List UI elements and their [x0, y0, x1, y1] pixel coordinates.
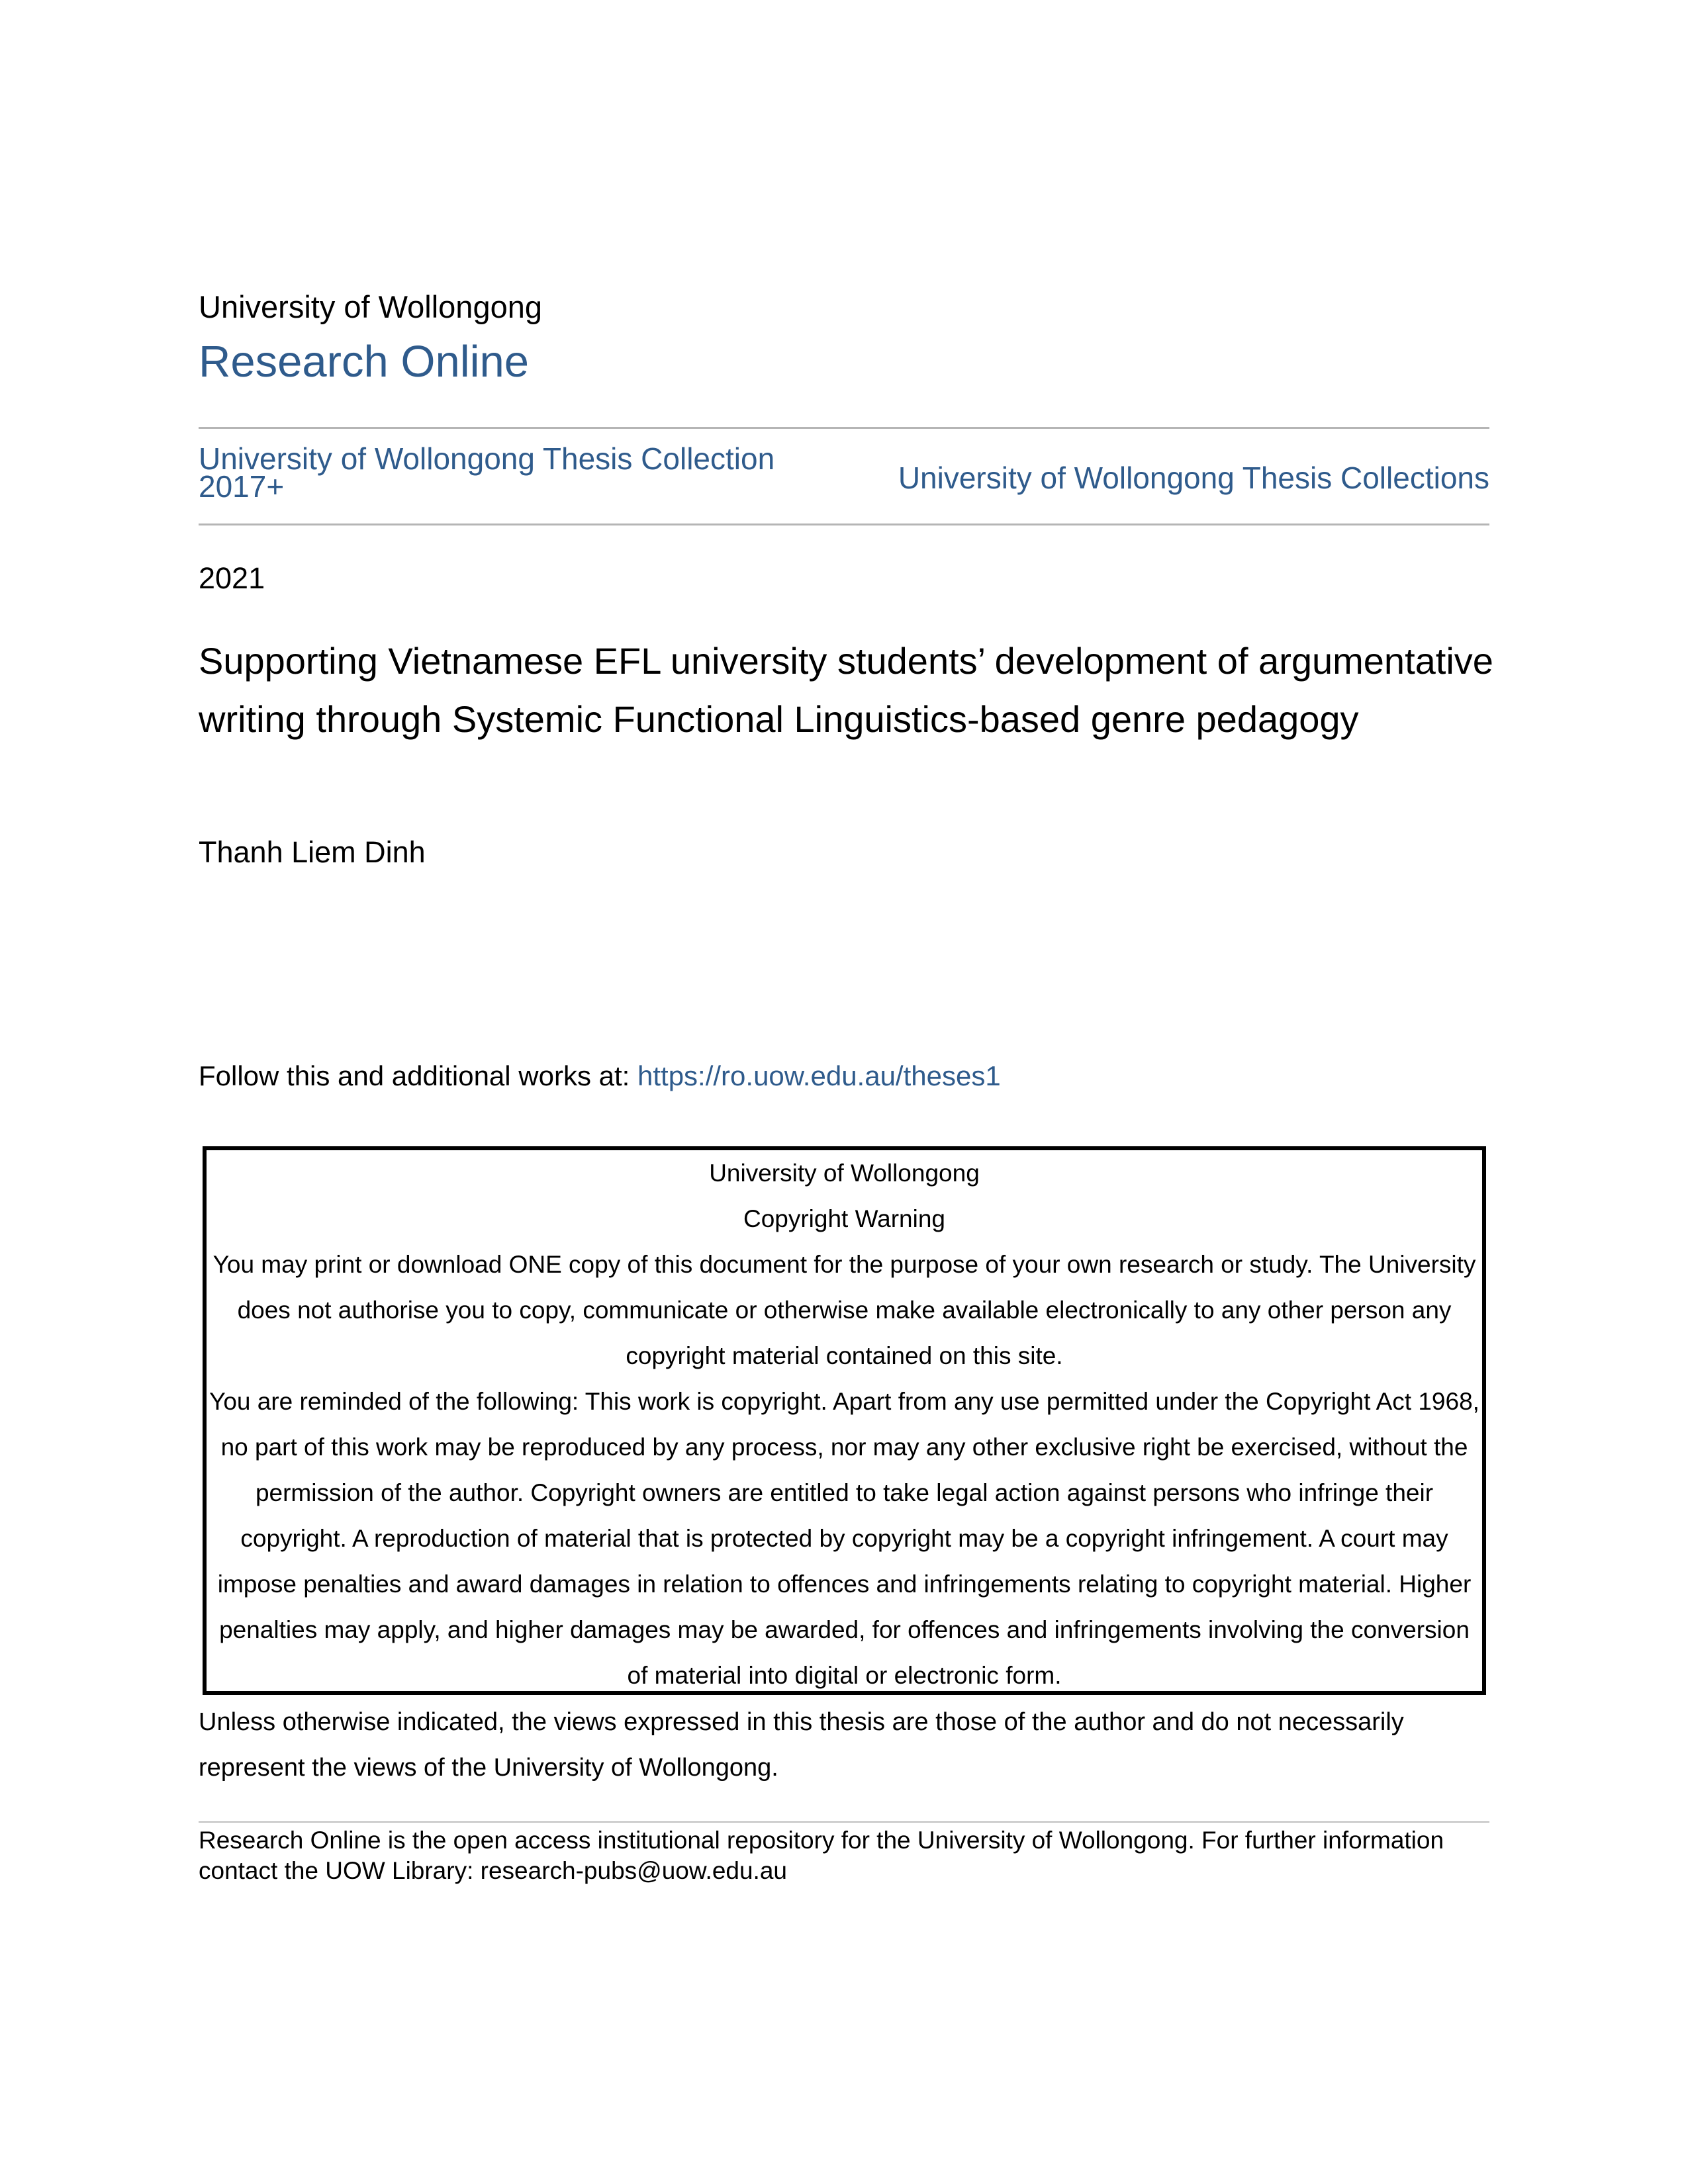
top-divider — [199, 427, 1489, 429]
warning-paragraph-2: You are reminded of the following: This work is copyright. Apart from any use permitted under the Copyright Act 1968, no part of this work may be reproduced by any process, nor may any other exclusive right be exercised, without the permission of the author. Copyright owners are entitled to take legal action against persons who infringe their copyright. A reproduction of material that is protected by copyright may be a copyright infringement. A court may impose penalties and award damages in relation to offences and infringements relating to copyright material. Higher penalties may apply, and higher damages may be awarded, for offences and infringements involving the conversion of material into digital or electronic form. — [209, 1388, 1479, 1689]
research-online-link[interactable]: Research Online — [199, 337, 530, 387]
warning-paragraph-1: You may print or download ONE copy of this document for the purpose of your own research or study. The University does not authorise you to copy, communicate or otherwise make available electronically to any other person any copyright material contained on this site. — [212, 1251, 1476, 1369]
follow-prefix: Follow this and additional works at: — [199, 1060, 637, 1091]
views-disclaimer: Unless otherwise indicated, the views expressed in this thesis are those of the author and do not necessarily represent the views of the University of Wollongong. — [199, 1708, 1404, 1782]
institution-name: University of Wollongong — [199, 289, 542, 324]
footer-text: Research Online is the open access institutional repository for the University of Wollongong. For further information contact the UOW Library: research-pubs@uow.edu.au — [199, 1827, 1444, 1884]
collection-link-all[interactable]: University of Wollongong Thesis Collections — [898, 461, 1489, 495]
follow-line — [199, 1060, 1001, 1092]
follow-link[interactable]: https://ro.uow.edu.au/theses1 — [637, 1060, 1001, 1091]
thesis-author: Thanh Liem Dinh — [199, 835, 426, 869]
copyright-warning-box — [203, 1146, 1486, 1695]
thesis-title: Supporting Vietnamese EFL university students’ development of argumentative writing through Systemic Functional Linguistics-based genre pedagogy — [199, 640, 1493, 740]
collections-divider — [199, 523, 1489, 525]
thesis-year: 2021 — [199, 561, 265, 595]
footer-divider — [199, 1821, 1489, 1823]
warning-heading: Copyright Warning — [743, 1205, 946, 1232]
collection-link-2017[interactable]: University of Wollongong Thesis Collection 2017+ — [199, 441, 775, 504]
warning-institution: University of Wollongong — [709, 1160, 980, 1187]
